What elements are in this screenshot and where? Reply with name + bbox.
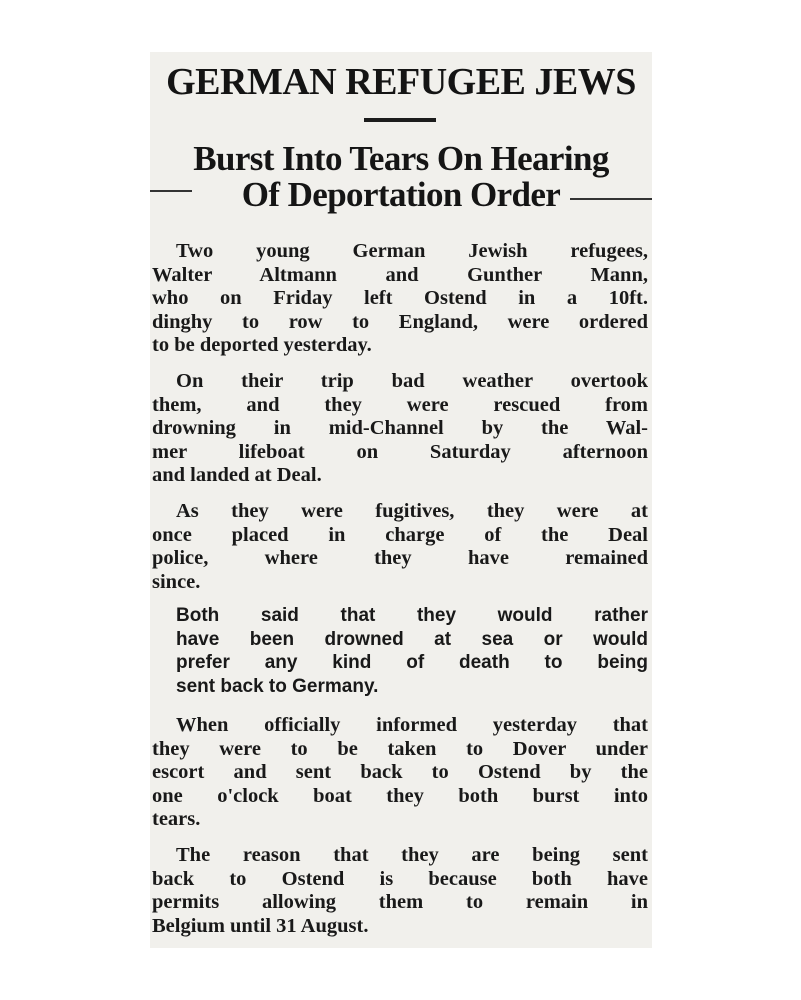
text-line: back to Ostend is because both have: [152, 867, 648, 890]
text-line: one o'clock boat they both burst into: [152, 784, 648, 807]
text-line: once placed in charge of the Deal: [152, 523, 648, 546]
decorative-rule-right: [570, 198, 652, 200]
text-line: to be deported yesterday.: [152, 334, 372, 356]
text-line: drowning in mid-Channel by the Wal-: [152, 417, 648, 439]
text-line: When officially informed yesterday that: [176, 714, 648, 736]
text-line: they were to be taken to Dover under: [152, 737, 648, 760]
text-line: them, and they were rescued from: [152, 393, 648, 416]
headline-divider: [364, 118, 436, 122]
text-line: sent back to Germany.: [176, 675, 379, 697]
text-line: and landed at Deal.: [152, 464, 322, 486]
article-paragraph-2: [152, 370, 648, 488]
newspaper-clipping: [150, 52, 652, 948]
text-line: As they were fugitives, they were at: [176, 500, 648, 522]
text-line: prefer any kind of death to being: [176, 652, 648, 673]
text-line: police, where they have remained: [152, 547, 648, 569]
subheadline-line-2: Of Deportation Order: [241, 175, 561, 214]
text-line: The reason that they are being sent: [176, 844, 648, 866]
article-paragraph-6: [152, 844, 648, 938]
text-line: since.: [152, 570, 201, 593]
text-line: have been drowned at sea or would: [176, 628, 648, 650]
text-line: Belgium until 31 August.: [152, 914, 369, 937]
text-line: On their trip bad weather overtook: [176, 370, 648, 392]
subheadline-line-1: Burst Into Tears On Hearing: [193, 139, 609, 178]
text-line: mer lifeboat on Saturday afternoon: [152, 440, 648, 463]
text-line: tears.: [152, 808, 201, 830]
text-line: who on Friday left Ostend in a 10ft.: [152, 287, 648, 309]
text-line: dinghy to row to England, were ordered: [152, 310, 648, 333]
article-paragraph-5: [152, 714, 648, 832]
article-paragraph-4: [152, 604, 648, 698]
text-line: Two young German Jewish refugees,: [176, 240, 648, 262]
article-paragraph-3: [152, 500, 648, 594]
text-line: Walter Altmann and Gunther Mann,: [152, 263, 648, 286]
text-line: escort and sent back to Ostend by the: [152, 761, 648, 783]
headline: GERMAN REFUGEE JEWS: [166, 61, 636, 103]
text-line: permits allowing them to remain in: [152, 891, 648, 913]
text-line: Both said that they would rather: [176, 605, 648, 626]
article-paragraph-1: [152, 240, 648, 358]
